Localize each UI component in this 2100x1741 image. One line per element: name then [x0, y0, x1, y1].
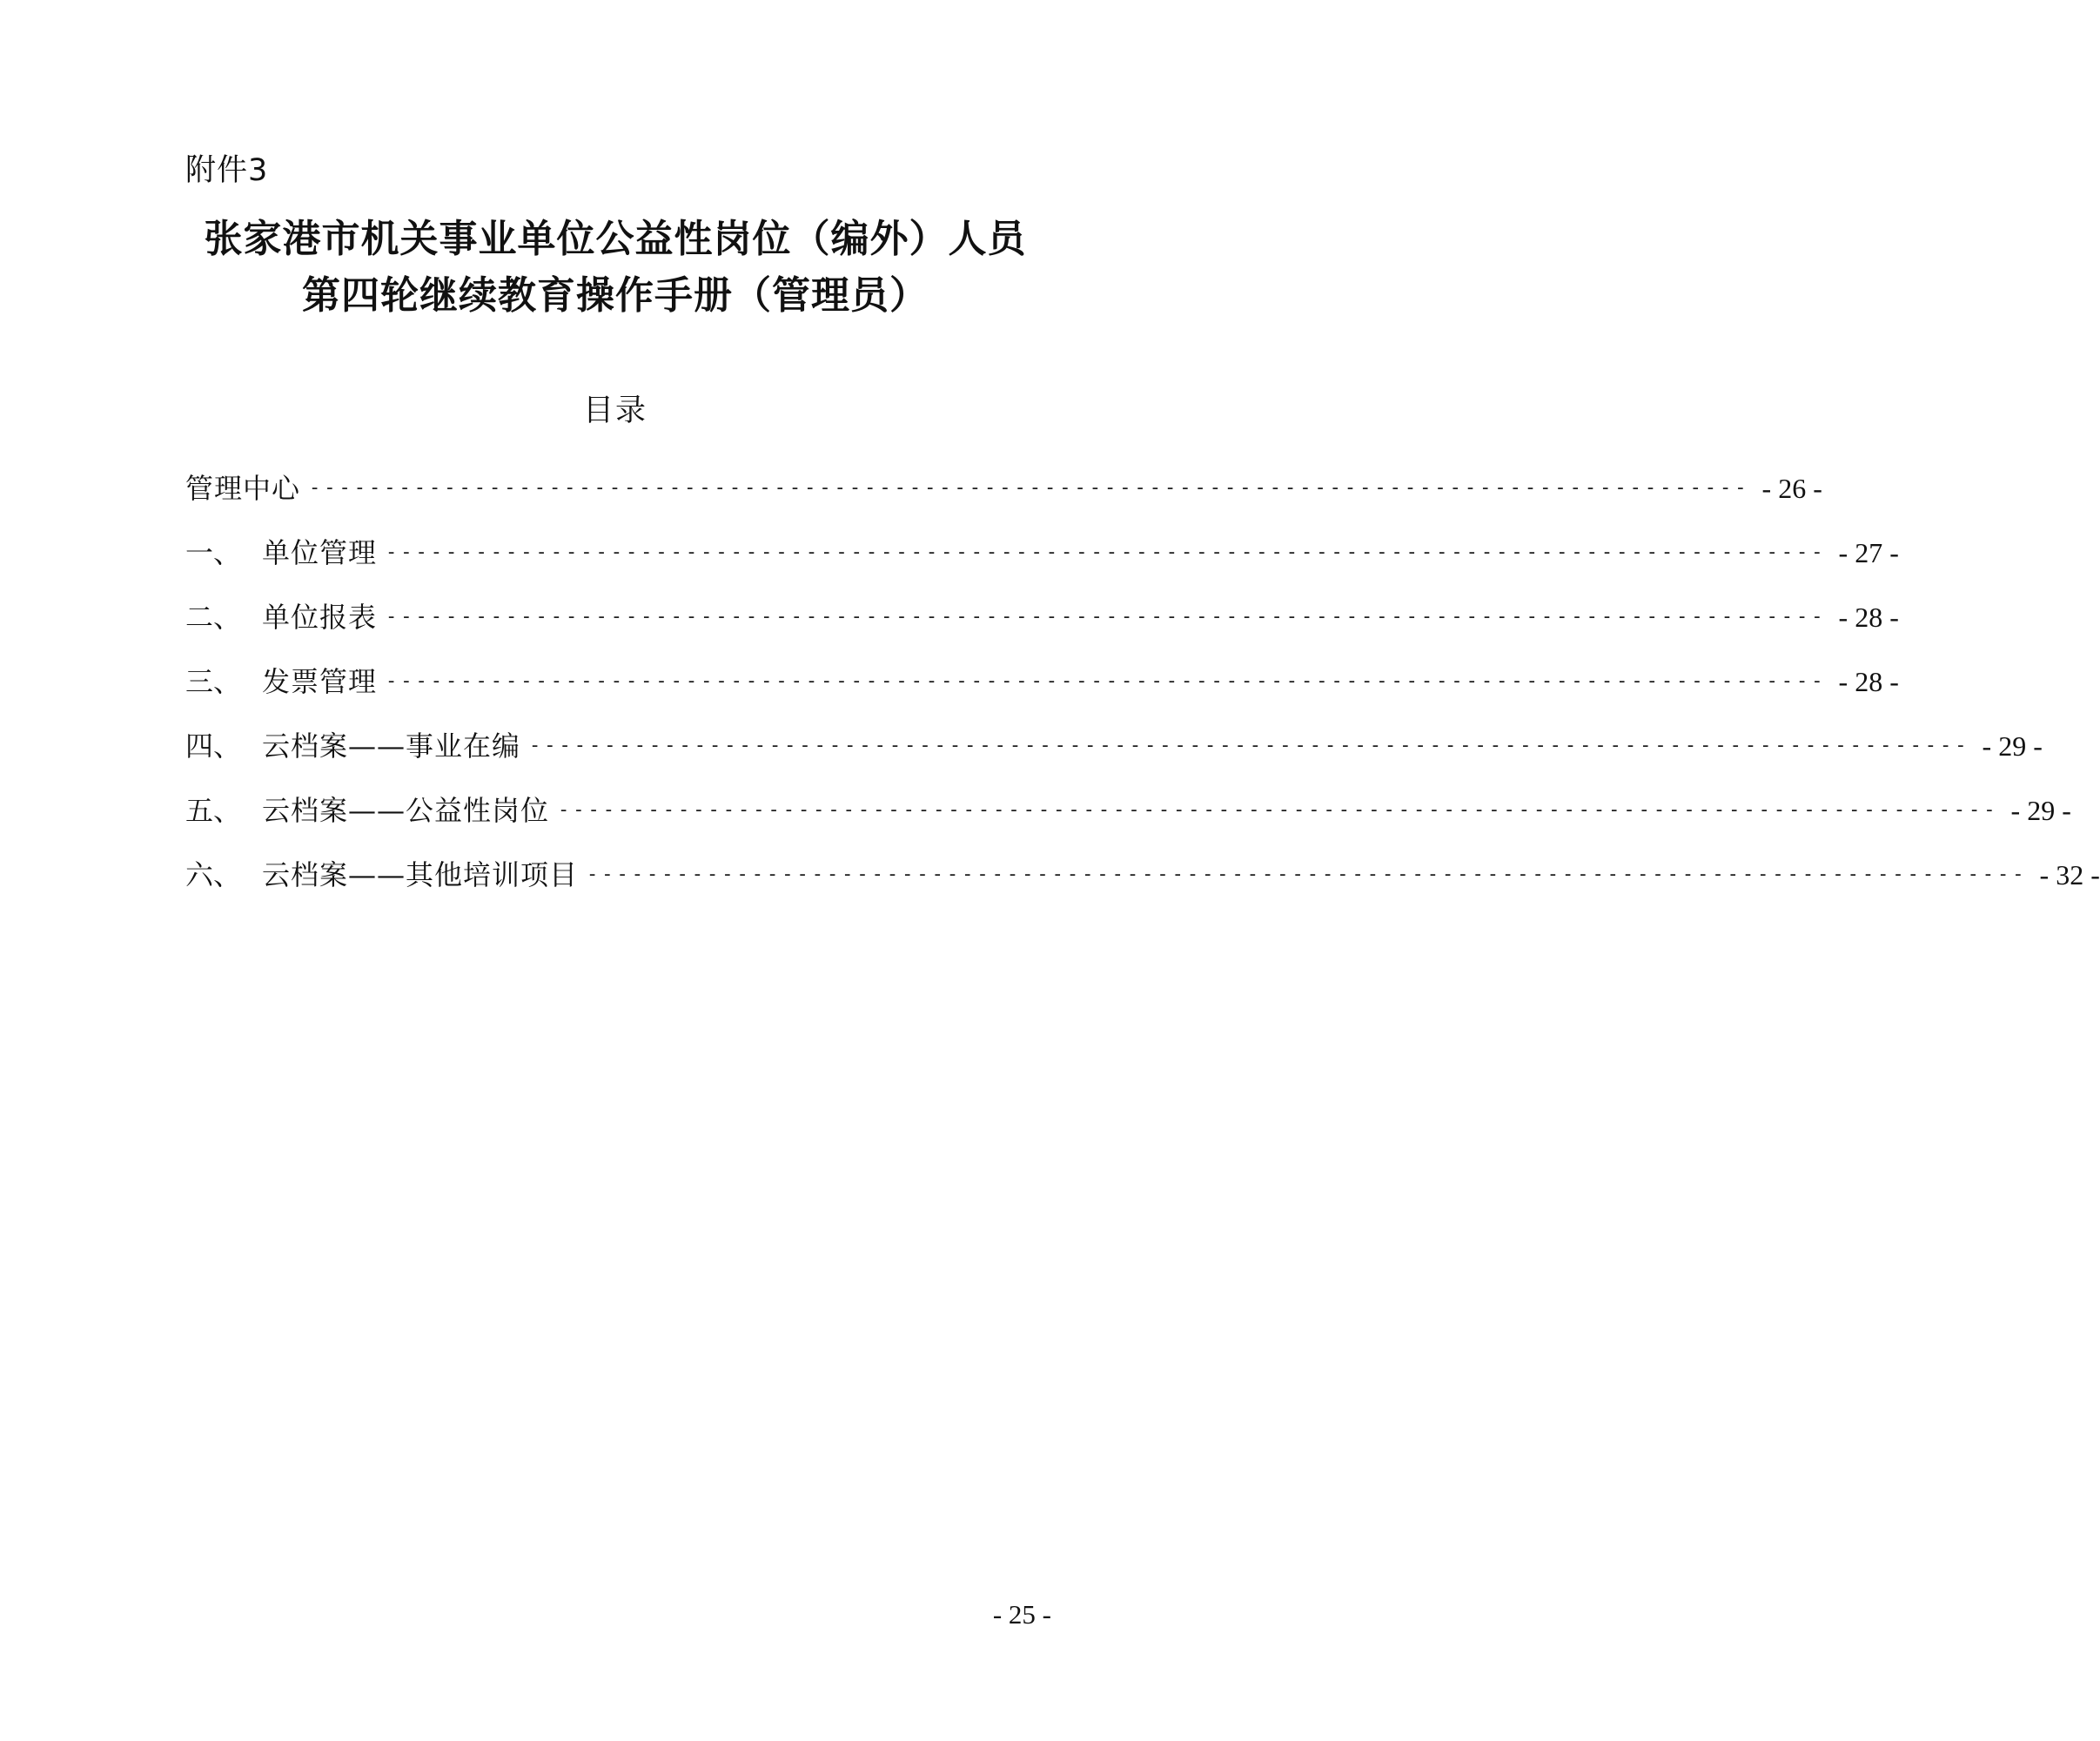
toc-entry-title: 云档案——其他培训项目	[262, 858, 579, 891]
toc-entry-title: 云档案——公益性岗位	[262, 794, 550, 827]
toc-entry-title: 单位管理	[262, 536, 378, 569]
toc-entry-page: - 29 -	[1982, 730, 2043, 762]
toc-entry-invoice-management[interactable]	[185, 649, 1899, 714]
toc-entry-page: - 27 -	[1838, 537, 1899, 568]
toc-entry-number: 四、	[185, 729, 242, 763]
toc-entry-number: 六、	[185, 858, 242, 891]
page-number: - 25 -	[992, 1599, 1051, 1630]
toc-entry-title: 单位报表	[262, 601, 378, 634]
toc-entry-title: 管理中心	[185, 472, 301, 505]
document-title-line-1: 张家港市机关事业单位公益性岗位（编外）人员	[204, 217, 1027, 261]
toc-leader-dashes: ------------------------------------------------------------------------------------------------	[587, 864, 2028, 885]
toc-entry-number: 二、	[185, 601, 242, 634]
toc-entry-page: - 29 -	[2010, 795, 2071, 826]
toc-entry-cloud-archive-other-training[interactable]	[185, 843, 2100, 907]
toc-leader-dashes: ------------------------------------------------------------------------------------------------	[386, 606, 1827, 628]
toc-leader-dashes: ------------------------------------------------------------------------------------------------	[529, 735, 1970, 756]
toc-entry-page: - 26 -	[1761, 473, 1822, 504]
toc-entry-unit-reports[interactable]	[185, 585, 1899, 649]
toc-entry-page: - 28 -	[1838, 666, 1899, 697]
toc-entry-cloud-archive-public-welfare[interactable]	[185, 778, 2071, 843]
toc-entry-number: 五、	[185, 794, 242, 827]
toc-heading: 目录	[582, 393, 647, 428]
toc-entry-page: - 32 -	[2039, 859, 2100, 891]
table-of-contents	[185, 456, 2100, 907]
attachment-label: 附件3	[185, 153, 269, 188]
toc-leader-dashes: ------------------------------------------------------------------------------------------------	[386, 541, 1827, 563]
toc-leader-dashes: ------------------------------------------------------------------------------------------------	[558, 799, 1999, 821]
toc-entry-number: 一、	[185, 536, 242, 569]
toc-entry-number: 三、	[185, 665, 242, 698]
toc-entry-title: 发票管理	[262, 665, 378, 698]
document-title-line-2: 第四轮继续教育操作手册（管理员）	[302, 273, 929, 318]
toc-entry-page: - 28 -	[1838, 602, 1899, 633]
toc-entry-cloud-archive-staffed[interactable]	[185, 714, 2043, 778]
toc-entry-unit-management[interactable]	[185, 521, 1899, 585]
toc-entry-title: 云档案——事业在编	[262, 729, 521, 763]
toc-leader-dashes: ------------------------------------------------------------------------------------------------	[386, 670, 1827, 692]
toc-leader-dashes: ------------------------------------------------------------------------------------------------	[309, 477, 1750, 499]
toc-entry-management-center[interactable]	[185, 456, 1822, 521]
